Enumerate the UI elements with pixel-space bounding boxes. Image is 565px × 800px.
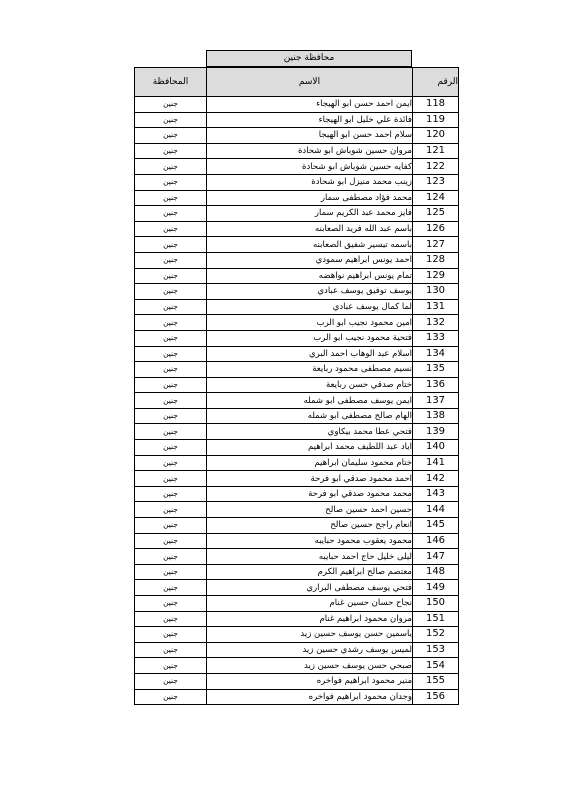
governorate-cell: جنين (135, 377, 207, 393)
table-row (135, 627, 459, 643)
governorate-cell: جنين (135, 393, 207, 409)
governorate-cell: جنين (135, 315, 207, 331)
name-cell: باسمه تيسير شفيق الصعابنه (207, 237, 413, 253)
name-cell: كفايه حسين شوباش ابو شحادة (207, 159, 413, 175)
name-cell: اسلام عبد الوهاب احمد البري (207, 346, 413, 362)
name-cell: مروان محمود ابراهيم غنام (207, 611, 413, 627)
governorate-cell: جنين (135, 268, 207, 284)
governorate-cell: جنين (135, 564, 207, 580)
governorate-cell: جنين (135, 237, 207, 253)
table-row (135, 393, 459, 409)
name-cell: يوسف توفيق يوسف عبادي (207, 284, 413, 300)
name-cell: وجدان محمود ابراهيم فواخره (207, 689, 413, 705)
name-cell: مروان حسين شوباش ابو شحادة (207, 143, 413, 159)
number-cell: 137 (413, 393, 459, 409)
table-row (135, 673, 459, 689)
governorate-cell: جنين (135, 689, 207, 705)
governorate-cell: جنين (135, 143, 207, 159)
table-row (135, 221, 459, 237)
number-cell: 131 (413, 299, 459, 315)
name-cell: تمام يونس ابراهيم نواهضه (207, 268, 413, 284)
table-row (135, 268, 459, 284)
governorate-cell: جنين (135, 627, 207, 643)
table-row (135, 518, 459, 534)
name-cell: نجاح حسان حسين غنام (207, 596, 413, 612)
governorate-cell: جنين (135, 596, 207, 612)
number-cell: 142 (413, 471, 459, 487)
number-cell: 121 (413, 143, 459, 159)
governorate-cell: جنين (135, 97, 207, 113)
header-governorate: المحافظة (135, 68, 207, 97)
table-row (135, 299, 459, 315)
name-cell: ختام صدقي حسن ربايعة (207, 377, 413, 393)
table-row (135, 362, 459, 378)
number-cell: 146 (413, 533, 459, 549)
table-row (135, 611, 459, 627)
name-cell: فتحي يوسف مصطفى البراري (207, 580, 413, 596)
name-cell: لما كمال يوسف عبادي (207, 299, 413, 315)
governorate-cell: جنين (135, 362, 207, 378)
number-cell: 140 (413, 440, 459, 456)
table-row (135, 190, 459, 206)
table-title: محافظة جنين (206, 50, 412, 67)
table-row (135, 408, 459, 424)
number-cell: 134 (413, 346, 459, 362)
name-cell: فتحي عطا محمد بيكاوي (207, 424, 413, 440)
number-cell: 138 (413, 408, 459, 424)
governorate-cell: جنين (135, 486, 207, 502)
name-cell: منير محمود ابراهيم فواخره (207, 673, 413, 689)
table-row (135, 252, 459, 268)
number-cell: 122 (413, 159, 459, 175)
table-row (135, 284, 459, 300)
number-cell: 118 (413, 97, 459, 113)
governorate-cell: جنين (135, 252, 207, 268)
governorate-cell: جنين (135, 408, 207, 424)
name-cell: ليلى خليل حاج احمد حبايبه (207, 549, 413, 565)
name-cell: امين محمود نجيب ابو الرب (207, 315, 413, 331)
table-row (135, 159, 459, 175)
table-row (135, 455, 459, 471)
name-cell: حسين احمد حسين صالح (207, 502, 413, 518)
number-cell: 129 (413, 268, 459, 284)
number-cell: 143 (413, 486, 459, 502)
number-cell: 145 (413, 518, 459, 534)
table-row (135, 440, 459, 456)
number-cell: 130 (413, 284, 459, 300)
name-cell: زينب محمد منيزل ابو شحادة (207, 174, 413, 190)
table-row (135, 689, 459, 705)
number-cell: 151 (413, 611, 459, 627)
name-cell: انعام راجح حسين صالح (207, 518, 413, 534)
name-cell: محمد محمود صدقي ابو فرحة (207, 486, 413, 502)
name-cell: ايمن احمد حسن ابو الهيجاء (207, 97, 413, 113)
name-cell: فتحية محمود نجيب ابو الرب (207, 330, 413, 346)
table-row (135, 128, 459, 144)
number-cell: 125 (413, 206, 459, 222)
header-row (135, 68, 459, 97)
table-row (135, 533, 459, 549)
number-cell: 150 (413, 596, 459, 612)
number-cell: 119 (413, 112, 459, 128)
table-row (135, 206, 459, 222)
number-cell: 124 (413, 190, 459, 206)
name-cell: ايمن يوسف مصطفى ابو شمله (207, 393, 413, 409)
table-row (135, 424, 459, 440)
roster-table (134, 67, 459, 705)
number-cell: 154 (413, 658, 459, 674)
number-cell: 120 (413, 128, 459, 144)
governorate-cell: جنين (135, 424, 207, 440)
table-row (135, 112, 459, 128)
governorate-cell: جنين (135, 673, 207, 689)
table-row (135, 237, 459, 253)
header-number: الرقم (413, 68, 459, 97)
name-cell: ياسمين حسن يوسف حسين زيد (207, 627, 413, 643)
governorate-cell: جنين (135, 440, 207, 456)
number-cell: 149 (413, 580, 459, 596)
name-cell: باسم عبد الله فريد الصعابنه (207, 221, 413, 237)
number-cell: 155 (413, 673, 459, 689)
number-cell: 153 (413, 642, 459, 658)
governorate-cell: جنين (135, 128, 207, 144)
name-cell: سلام احمد حسن ابو الهيجا (207, 128, 413, 144)
governorate-cell: جنين (135, 471, 207, 487)
number-cell: 132 (413, 315, 459, 331)
governorate-cell: جنين (135, 455, 207, 471)
name-cell: لميس يوسف رشدي حسين زيد (207, 642, 413, 658)
governorate-cell: جنين (135, 284, 207, 300)
name-cell: الهام صالح مصطفى ابو شمله (207, 408, 413, 424)
governorate-cell: جنين (135, 533, 207, 549)
governorate-cell: جنين (135, 330, 207, 346)
governorate-cell: جنين (135, 190, 207, 206)
number-cell: 141 (413, 455, 459, 471)
table-row (135, 471, 459, 487)
name-cell: فائدة علي خليل ابو الهيجاء (207, 112, 413, 128)
table-row (135, 346, 459, 362)
number-cell: 148 (413, 564, 459, 580)
governorate-cell: جنين (135, 159, 207, 175)
table-row (135, 330, 459, 346)
governorate-cell: جنين (135, 642, 207, 658)
governorate-cell: جنين (135, 346, 207, 362)
table-row (135, 564, 459, 580)
number-cell: 127 (413, 237, 459, 253)
number-cell: 136 (413, 377, 459, 393)
number-cell: 144 (413, 502, 459, 518)
governorate-cell: جنين (135, 206, 207, 222)
governorate-cell: جنين (135, 221, 207, 237)
name-cell: نسيم مصطفى محمود ربايعة (207, 362, 413, 378)
number-cell: 133 (413, 330, 459, 346)
table-row (135, 642, 459, 658)
governorate-cell: جنين (135, 658, 207, 674)
governorate-cell: جنين (135, 112, 207, 128)
table-row (135, 580, 459, 596)
table-row (135, 315, 459, 331)
number-cell: 156 (413, 689, 459, 705)
name-cell: احمد محمود صدقي ابو فرحة (207, 471, 413, 487)
table-row (135, 596, 459, 612)
governorate-cell: جنين (135, 549, 207, 565)
governorate-cell: جنين (135, 502, 207, 518)
name-cell: محمود يعقوب محمود حبايبه (207, 533, 413, 549)
governorate-cell: جنين (135, 518, 207, 534)
number-cell: 147 (413, 549, 459, 565)
governorate-cell: جنين (135, 299, 207, 315)
name-cell: ختام محمود سليمان ابراهيم (207, 455, 413, 471)
table-row (135, 143, 459, 159)
governorate-cell: جنين (135, 611, 207, 627)
governorate-cell: جنين (135, 580, 207, 596)
number-cell: 128 (413, 252, 459, 268)
governorate-cell: جنين (135, 174, 207, 190)
number-cell: 139 (413, 424, 459, 440)
name-cell: اياد عبد اللطيف محمد ابراهيم (207, 440, 413, 456)
name-cell: احمد يونس ابراهيم سمودي (207, 252, 413, 268)
number-cell: 123 (413, 174, 459, 190)
table-row (135, 174, 459, 190)
number-cell: 152 (413, 627, 459, 643)
name-cell: معتصم صالح ابراهيم الكرم (207, 564, 413, 580)
header-name: الاسم (207, 68, 413, 97)
name-cell: صبحي حسن يوسف حسين زيد (207, 658, 413, 674)
number-cell: 135 (413, 362, 459, 378)
name-cell: محمد فؤاد مصطفى سمار (207, 190, 413, 206)
table-row (135, 97, 459, 113)
table-row (135, 658, 459, 674)
table-row (135, 549, 459, 565)
table-row (135, 502, 459, 518)
name-cell: فايز محمد عبد الكريم سمار (207, 206, 413, 222)
table-row (135, 377, 459, 393)
number-cell: 126 (413, 221, 459, 237)
table-row (135, 486, 459, 502)
